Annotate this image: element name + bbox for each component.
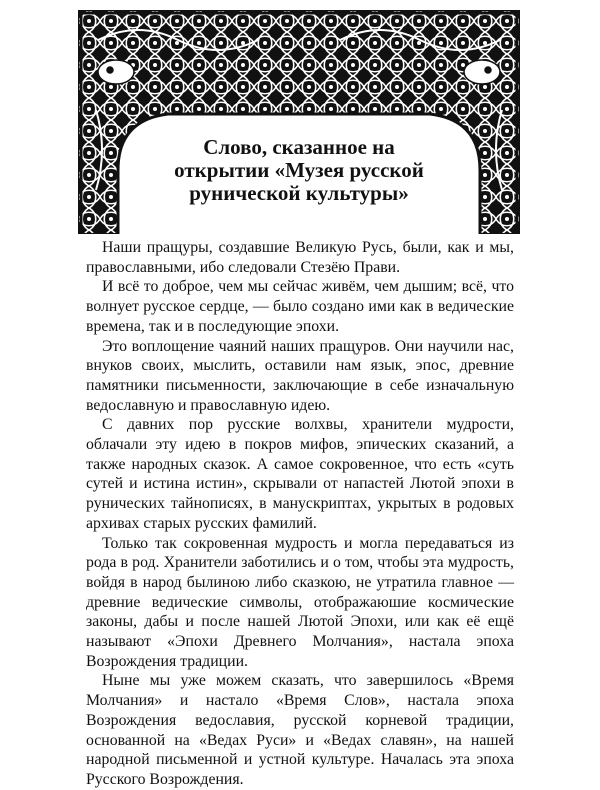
- paragraph: И всё то доброе, чем мы сейчас живём, чем дышим; всё, что волнует русское сердце, — было создано ими как в ведические времена, так и в последующие эпохи.: [86, 278, 514, 335]
- paragraph: Ныне мы уже можем сказать, что завершилось «Время Молчания» и настало «Время Слов», настала эпоха Возрождения ведославия, русской корневой традиции, основанной на «Ведах Руси» и «Ведах славян», на нашей народной письменной и устной культуре. Началась эта эпоха Русского Возрождения.: [86, 672, 514, 788]
- paragraph: Только так сокровенная мудрость и могла передаваться из рода в род. Хранители заботились и о том, чтобы эта мудрость, войдя в народ былиною либо сказкою, не утратила главное — древние ведические символы, отображаюшие космические законы, дабы и после нашей Лютой Эпохи, или как её ещё называют «Эпохи Древнего Молчания», настала эпоха Возрождения традиции.: [86, 534, 514, 670]
- paragraph: Это воплощение чаяний наших пращуров. Они научили нас, внуков своих, мыслить, оставили нам язык, эпос, древние памятники письменности, заключающие в себе изначальную ведославную и православную идею.: [86, 337, 514, 414]
- page-title: Слово, сказанное на открытии «Музея русской рунической культуры»: [174, 135, 424, 205]
- article-body: [86, 238, 514, 790]
- paragraph: Наши пращуры, создавшие Великую Русь, были, как и мы, православными, ибо следовали Стезёю Прави.: [86, 239, 514, 276]
- paragraph: С давних пор русские волхвы, хранители мудрости, облачали эту идею в покров мифов, эпических сказаний, а также народных сказок. А самое сокровенное, что есть «суть сутей и истина истин», скрывали от напастей Лютой эпохи в рунических тайнописях, в манускриптах, укрытых в родовых архивах старых русских фамилий.: [86, 416, 514, 532]
